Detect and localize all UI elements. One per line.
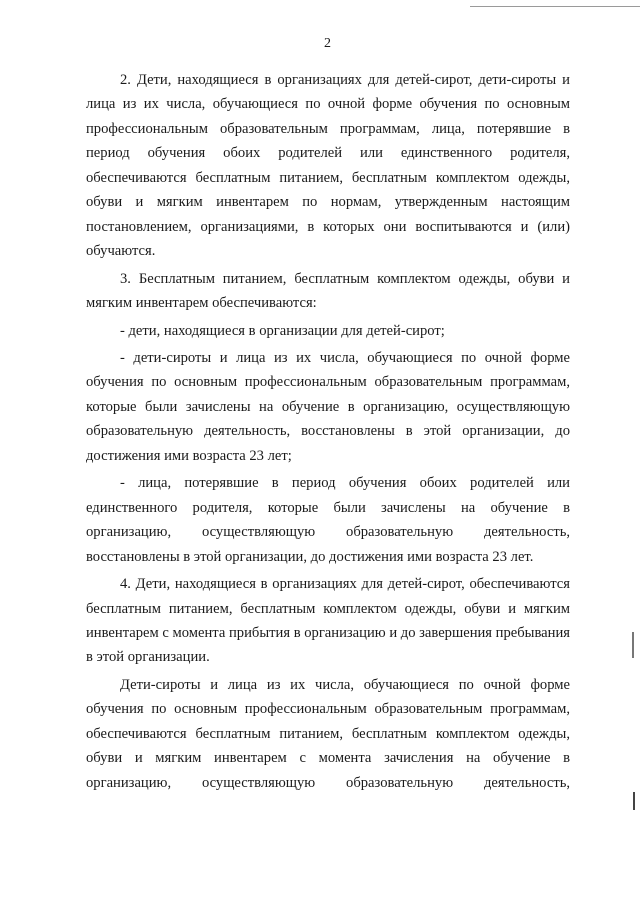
page-number: 2 bbox=[324, 36, 331, 51]
paragraph-3: 3. Бесплатным питанием, бесплатным комплектом одежды, обуви и мягким инвентарем обеспечиваются: bbox=[86, 270, 570, 312]
margin-scan-mark bbox=[632, 632, 634, 658]
paragraph-4: 4. Дети, находящиеся в организациях для детей-сирот, обеспечиваются бесплатным питанием, бесплатным комплектом одежды, обуви и мягким инвентарем с момента прибытия в организацию и до завершения пребывания в этой организации. bbox=[86, 576, 570, 666]
document-body bbox=[86, 68, 570, 795]
paragraph-orphans-provision: Дети-сироты и лица из их числа, обучающиеся по очной форме обучения по основным профессиональным образовательным программам, обеспечиваются бесплатным питанием, бесплатным комплектом одежды, обуви и мягким инвентарем с момента зачисления на обучение в организацию, осуществляющую образовательную деятельность, bbox=[86, 676, 570, 791]
list-item-children-in-orphanage: - дети, находящиеся в организации для детей-сирот; bbox=[120, 322, 445, 339]
margin-scan-mark bbox=[633, 792, 635, 810]
list-item-persons-lost-parents: - лица, потерявшие в период обучения обоих родителей или единственного родителя, которые были зачислены на обучение в организацию, осуществляющую образовательную деятельность, восстановлены в этой организации, до достижения ими возраста 23 лет. bbox=[86, 475, 570, 565]
paragraph-2: 2. Дети, находящиеся в организациях для детей-сирот, дети-сироты и лица из их числа, обучающиеся по очной форме обучения по основным профессиональным образовательным программам, лица, потерявшие в период обучения обоих родителей или единственного родителя, обеспечиваются бесплатным питанием, бесплатным комплектом одежды, обуви и мягким инвентарем по нормам, утвержденным настоящим постановлением, организациями, в которых они воспитываются и (или) обучаются. bbox=[86, 72, 570, 260]
top-edge-rule bbox=[470, 6, 640, 7]
list-item-orphans-full-time-students: - дети-сироты и лица из их числа, обучающиеся по очной форме обучения по основным профессиональным образовательным программам, которые были зачислены на обучение в организацию, осуществляющую образовательную деятельность, восстановлены в этой организации, до достижения ими возраста 23 лет; bbox=[86, 349, 570, 464]
